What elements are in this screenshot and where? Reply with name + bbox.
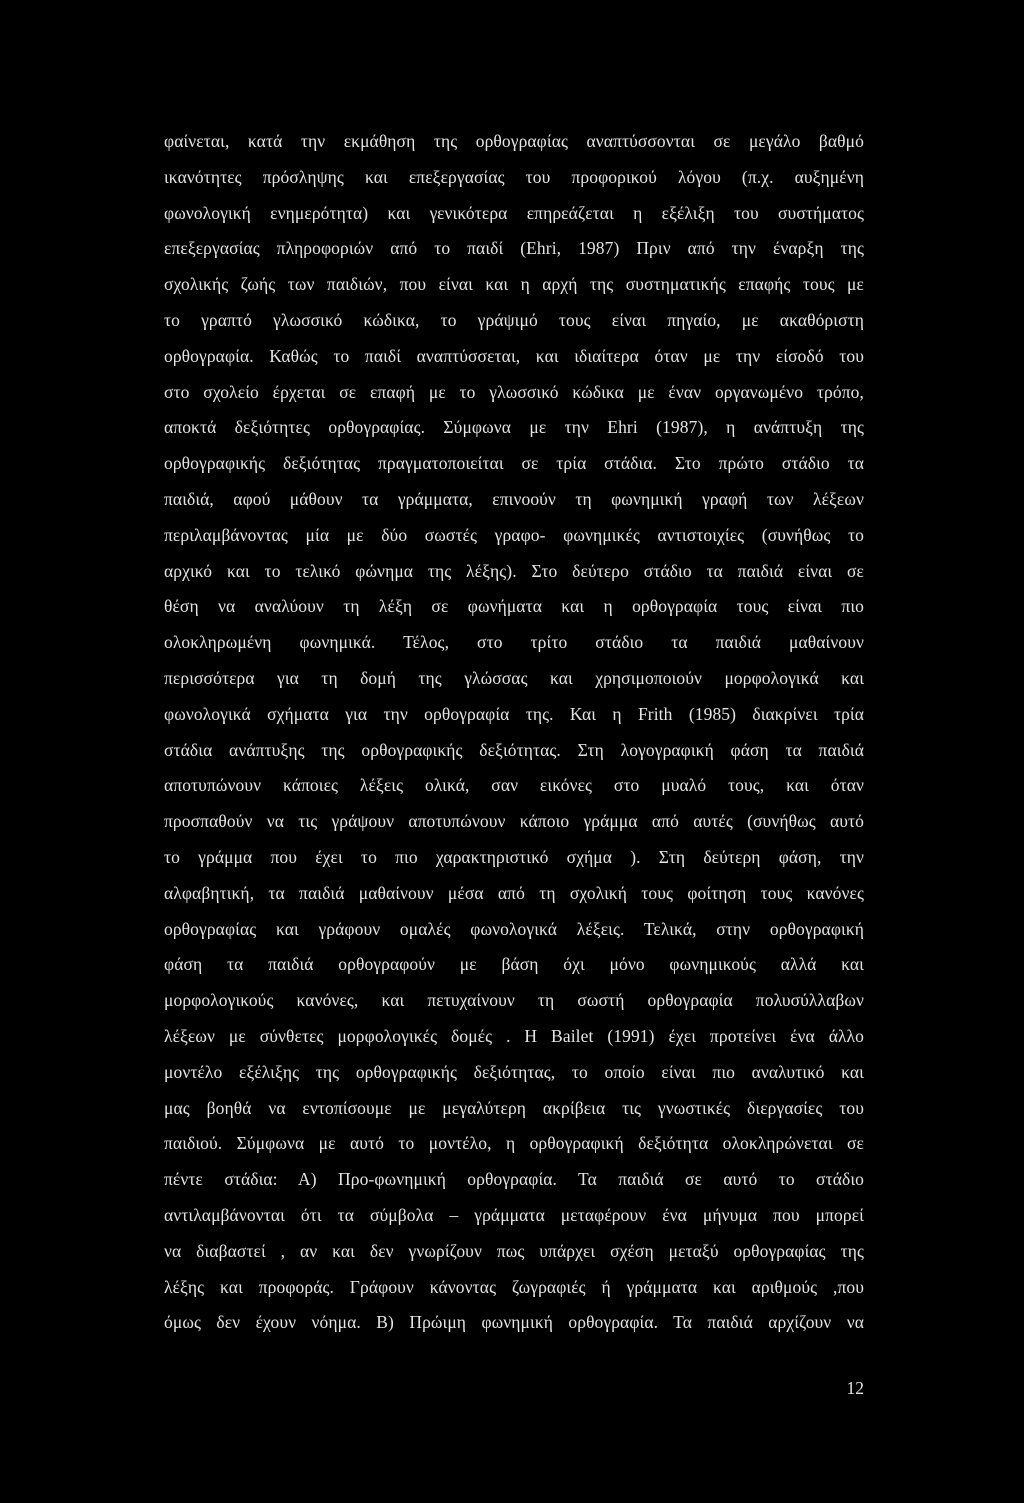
- text-line: αποκτά δεξιότητες ορθογραφίας. Σύμφωνα με την Ehri (1987), η ανάπτυξη της: [164, 417, 864, 438]
- text-line: λέξης και προφοράς. Γράφουν κάνοντας ζωγραφιές ή γράμματα και αριθμούς ,που: [164, 1276, 864, 1297]
- text-line: το γράμμα που έχει το πιο χαρακτηριστικό σχήμα ). Στη δεύτερη φάση, την: [164, 846, 864, 867]
- text-line: σχολικής ζωής των παιδιών, που είναι και η αρχή της συστηματικής επαφής τους με: [164, 274, 864, 295]
- text-line: επεξεργασίας πληροφοριών από το παιδί (Ehri, 1987) Πριν από την έναρξη της: [164, 238, 864, 259]
- text-line: πέντε στάδια: Α) Προ-φωνημική ορθογραφία. Τα παιδιά σε αυτό το στάδιο: [164, 1169, 864, 1190]
- text-line: παιδιού. Σύμφωνα με αυτό το μοντέλο, η ορθογραφική δεξιότητα ολοκληρώνεται σε: [164, 1133, 864, 1154]
- text-line: αλφαβητική, τα παιδιά μαθαίνουν μέσα από τη σχολική τους φοίτηση τους κανόνες: [164, 882, 864, 903]
- text-line: φάση τα παιδιά ορθογραφούν με βάση όχι μόνο φωνημικούς αλλά και: [164, 954, 864, 975]
- text-line: περισσότερα για τη δομή της γλώσσας και χρησιμοποιούν μορφολογικά και: [164, 667, 864, 688]
- text-line: παιδιά, αφού μάθουν τα γράμματα, επινοούν τη φωνημική γραφή των λέξεων: [164, 488, 864, 509]
- page-number: 12: [846, 1378, 864, 1398]
- text-line: αντιλαμβάνονται ότι τα σύμβολα – γράμματα μεταφέρουν ένα μήνυμα που μπορεί: [164, 1204, 864, 1225]
- text-line: μας βοηθά να εντοπίσουμε με μεγαλύτερη ακρίβεια τις γνωστικές διεργασίες του: [164, 1097, 864, 1118]
- text-line: ορθογραφίας και γράφουν ομαλές φωνολογικά λέξεις. Τελικά, στην ορθογραφική: [164, 918, 864, 939]
- text-line: φαίνεται, κατά την εκμάθηση της ορθογραφίας αναπτύσσονται σε μεγάλο βαθμό: [164, 131, 864, 151]
- text-line: στάδια ανάπτυξης της ορθογραφικής δεξιότητας. Στη λογογραφική φάση τα παιδιά: [164, 739, 864, 760]
- text-line: το γραπτό γλωσσικό κώδικα, το γράψιμό τους είναι πηγαίο, με ακαθόριστη: [164, 309, 864, 330]
- text-line: ικανότητες πρόσληψης και επεξεργασίας του προφορικού λόγου (π.χ. αυξημένη: [164, 166, 864, 187]
- text-line: προσπαθούν να τις γράψουν αποτυπώνουν κάποιο γράμμα από αυτές (συνήθως αυτό: [164, 811, 864, 832]
- text-line: αρχικό και το τελικό φώνημα της λέξης). Στο δεύτερο στάδιο τα παιδιά είναι σε: [164, 560, 864, 581]
- text-line: φωνολογικά σχήματα για την ορθογραφία της. Και η Frith (1985) διακρίνει τρία: [164, 703, 864, 724]
- text-line: αποτυπώνουν κάποιες λέξεις ολικά, σαν εικόνες στο μυαλό τους, και όταν: [164, 775, 864, 796]
- text-line: όμως δεν έχουν νόημα. Β) Πρώιμη φωνημική ορθογραφία. Τα παιδιά αρχίζουν να: [164, 1312, 864, 1333]
- body-text: [164, 126, 864, 1343]
- text-line: ολοκληρωμένη φωνημικά. Τέλος, στο τρίτο στάδιο τα παιδιά μαθαίνουν: [164, 632, 864, 653]
- text-line: θέση να αναλύουν τη λέξη σε φωνήματα και η ορθογραφία τους είναι πιο: [164, 596, 864, 617]
- text-line: λέξεων με σύνθετες μορφολογικές δομές . Η Bailet (1991) έχει προτείνει ένα άλλο: [164, 1025, 864, 1046]
- text-line: να διαβαστεί , αν και δεν γνωρίζουν πως υπάρχει σχέση μεταξύ ορθογραφίας της: [164, 1240, 864, 1261]
- text-line: μορφολογικούς κανόνες, και πετυχαίνουν τη σωστή ορθογραφία πολυσύλλαβων: [164, 990, 864, 1011]
- text-line: στο σχολείο έρχεται σε επαφή με το γλωσσικό κώδικα με έναν οργανωμένο τρόπο,: [164, 381, 864, 402]
- text-line: ορθογραφικής δεξιότητας πραγματοποιείται σε τρία στάδια. Στο πρώτο στάδιο τα: [164, 453, 864, 474]
- text-line: ορθογραφία. Καθώς το παιδί αναπτύσσεται, και ιδιαίτερα όταν με την είσοδό του: [164, 345, 864, 366]
- text-line: περιλαμβάνοντας μία με δύο σωστές γραφο- φωνημικές αντιστοιχίες (συνήθως το: [164, 524, 864, 545]
- text-line: φωνολογική ενημερότητα) και γενικότερα επηρεάζεται η εξέλιξη του συστήματος: [164, 202, 864, 223]
- text-line: μοντέλο εξέλιξης της ορθογραφικής δεξιότητας, το οποίο είναι πιο αναλυτικό και: [164, 1061, 864, 1082]
